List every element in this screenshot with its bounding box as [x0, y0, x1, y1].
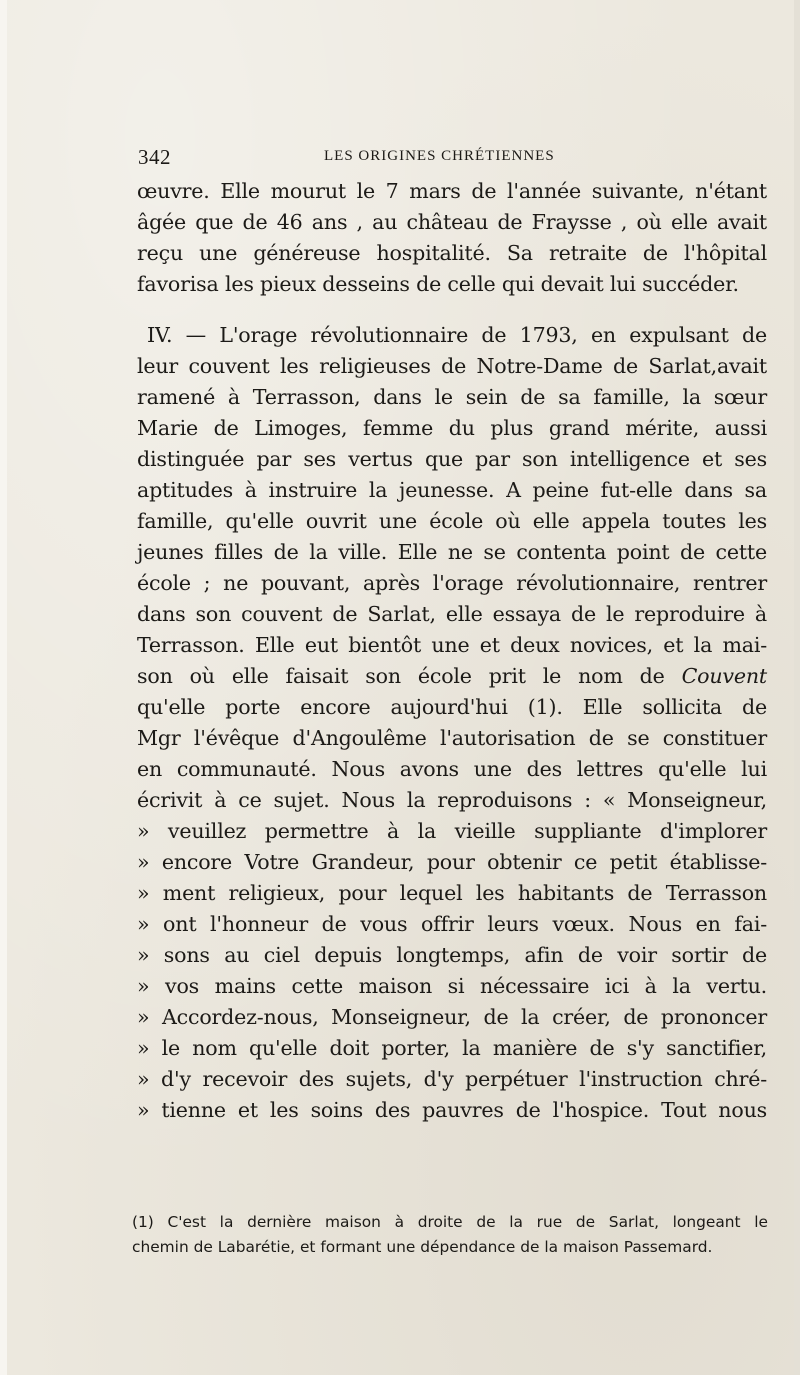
text-line: leur couvent les religieuses de Notre-Dame de Sarlat,avait — [137, 354, 767, 378]
text-line: aptitudes à instruire la jeunesse. A peine fut-elle dans sa — [137, 478, 767, 502]
text-line: favorisa les pieux desseins de celle qui devait lui succéder. — [137, 272, 739, 296]
text-line: » ment religieux, pour lequel les habitants de Terrasson — [137, 881, 767, 905]
page-number: 342 — [138, 145, 171, 169]
text-line: reçu une généreuse hospitalité. Sa retraite de l'hôpital — [137, 241, 767, 265]
running-title: LES ORIGINES CHRÉTIENNES — [324, 148, 555, 164]
footnote-line: chemin de Labarétie, et formant une dépendance de la maison Passemard. — [132, 1238, 713, 1256]
text-line: » sons au ciel depuis longtemps, afin de voir sortir de — [137, 943, 767, 967]
text-line: Terrasson. Elle eut bientôt une et deux novices, et la mai- — [137, 633, 767, 657]
paragraph-1 — [137, 176, 767, 300]
text-line: âgée que de 46 ans , au château de Fraysse , où elle avait — [137, 210, 767, 234]
text-line: son où elle faisait son école prit le nom de Couvent — [137, 664, 767, 688]
text-line: IV. — L'orage révolutionnaire de 1793, en expulsant de — [147, 323, 767, 347]
text-line: » le nom qu'elle doit porter, la manière de s'y sanctifier, — [137, 1036, 767, 1060]
text-line: » veuillez permettre à la vieille suppliante d'implorer — [137, 819, 767, 843]
text-line: école ; ne pouvant, après l'orage révolutionnaire, rentrer — [137, 571, 767, 595]
text-line: qu'elle porte encore aujourd'hui (1). Elle sollicita de — [137, 695, 767, 719]
text-line: » d'y recevoir des sujets, d'y perpétuer l'instruction chré- — [137, 1067, 767, 1091]
text-line: jeunes filles de la ville. Elle ne se contenta point de cette — [137, 540, 767, 564]
page-edge-left — [0, 0, 7, 1375]
text-line: Mgr l'évêque d'Angoulême l'autorisation de se constituer — [137, 726, 767, 750]
text-line: » vos mains cette maison si nécessaire ici à la vertu. — [137, 974, 767, 998]
footnote — [132, 1210, 768, 1260]
page-header — [138, 145, 767, 169]
text-line: distinguée par ses vertus que par son intelligence et ses — [137, 447, 767, 471]
text-line: œuvre. Elle mourut le 7 mars de l'année suivante, n'étant — [137, 179, 767, 203]
paragraph-gap — [137, 300, 767, 320]
text-line: » encore Votre Grandeur, pour obtenir ce petit établisse- — [137, 850, 767, 874]
text-line: en communauté. Nous avons une des lettres qu'elle lui — [137, 757, 767, 781]
text-line: dans son couvent de Sarlat, elle essaya de le reproduire à — [137, 602, 767, 626]
text-line: » Accordez-nous, Monseigneur, de la créer, de prononcer — [137, 1005, 767, 1029]
footnote-line: (1) C'est la dernière maison à droite de la rue de Sarlat, longeant le — [132, 1213, 768, 1231]
italic-word: Couvent — [681, 664, 767, 688]
text-line: famille, qu'elle ouvrit une école où elle appela toutes les — [137, 509, 767, 533]
text-line: » ont l'honneur de vous offrir leurs vœux. Nous en fai- — [137, 912, 767, 936]
text-line: écrivit à ce sujet. Nous la reproduisons : « Monseigneur, — [137, 788, 767, 812]
text-line: Marie de Limoges, femme du plus grand mérite, aussi — [137, 416, 767, 440]
text-line: ramené à Terrasson, dans le sein de sa famille, la sœur — [137, 385, 767, 409]
page-edge-right — [794, 0, 800, 1375]
body-text — [137, 176, 767, 1126]
text-line: » tienne et les soins des pauvres de l'hospice. Tout nous — [137, 1098, 767, 1122]
paragraph-2 — [137, 320, 767, 1126]
